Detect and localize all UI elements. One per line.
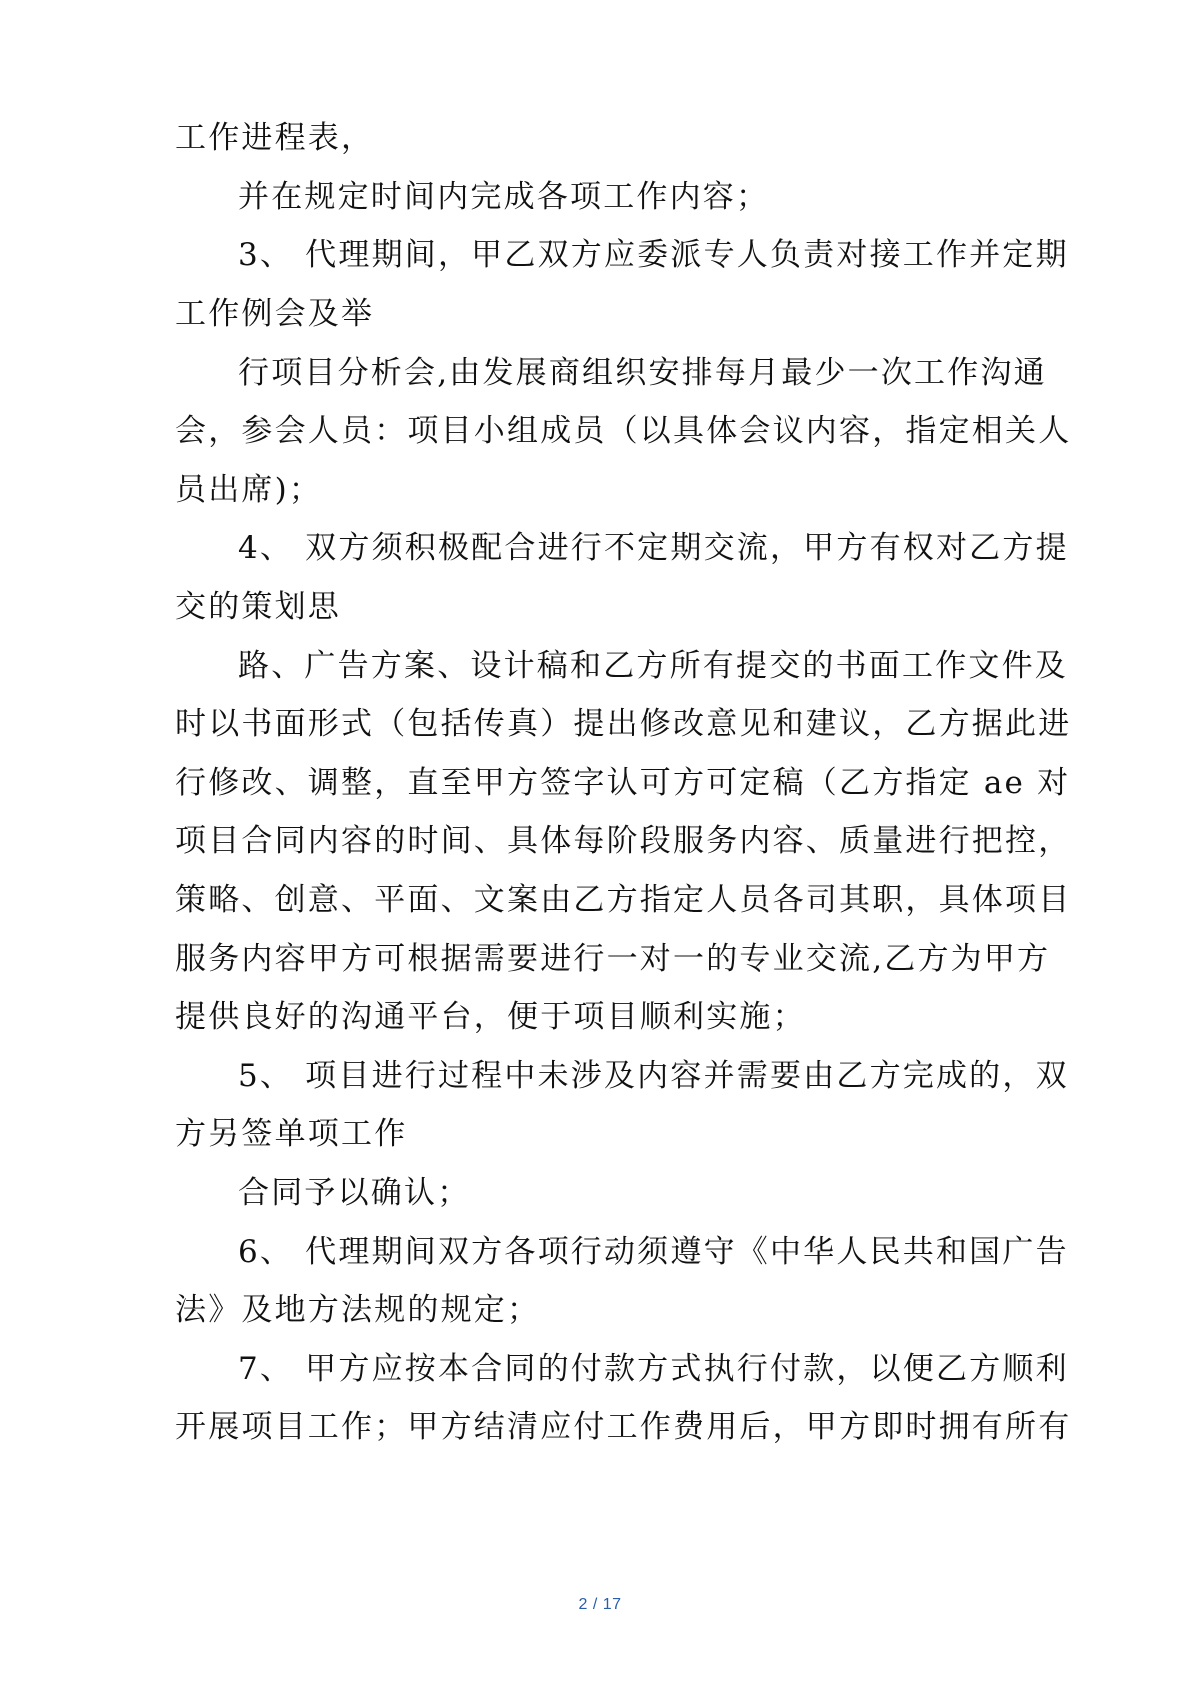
text-line: 时以书面形式（包括传真）提出修改意见和建议，乙方据此进 — [175, 706, 1072, 742]
text-line: 工作例会及举 — [175, 296, 375, 332]
text-line: 行修改、调整，直至甲方签字认可方可定稿（乙方指定 ae 对 — [175, 765, 1071, 801]
text-line: 策略、创意、平面、文案由乙方指定人员各司其职，具体项目 — [175, 882, 1072, 918]
text-line: 6、 代理期间双方各项行动须遵守《中华人民共和国广告 — [238, 1234, 1069, 1270]
text-line: 会，参会人员：项目小组成员（以具体会议内容，指定相关人 — [175, 413, 1072, 449]
text-line: 行项目分析会,由发展商组织安排每月最少一次工作沟通 — [238, 355, 1047, 391]
text-line: 工作进程表， — [175, 120, 375, 156]
text-line: 服务内容甲方可根据需要进行一对一的专业交流,乙方为甲方 — [175, 941, 1051, 977]
text-line: 5、 项目进行过程中未涉及内容并需要由乙方完成的，双 — [238, 1058, 1069, 1094]
page-number: 2 / 17 — [578, 1596, 622, 1613]
text-line: 员出席)； — [175, 472, 323, 508]
text-line: 7、 甲方应按本合同的付款方式执行付款，以便乙方顺利 — [238, 1351, 1069, 1387]
text-line: 提供良好的沟通平台，便于项目顺利实施； — [175, 999, 806, 1035]
text-line: 法》及地方法规的规定； — [175, 1292, 541, 1328]
text-line: 开展项目工作；甲方结清应付工作费用后，甲方即时拥有所有 — [175, 1409, 1072, 1445]
text-line: 方另签单项工作 — [175, 1116, 408, 1152]
text-line: 3、 代理期间，甲乙双方应委派专人负责对接工作并定期 — [238, 237, 1069, 273]
text-line: 合同予以确认； — [238, 1175, 471, 1211]
text-line: 项目合同内容的时间、具体每阶段服务内容、质量进行把控， — [175, 823, 1072, 859]
text-line: 交的策划思 — [175, 589, 341, 625]
text-line: 路、广告方案、设计稿和乙方所有提交的书面工作文件及 — [238, 648, 1068, 684]
text-line: 4、 双方须积极配合进行不定期交流，甲方有权对乙方提 — [238, 530, 1069, 566]
text-line: 并在规定时间内完成各项工作内容； — [238, 179, 770, 215]
